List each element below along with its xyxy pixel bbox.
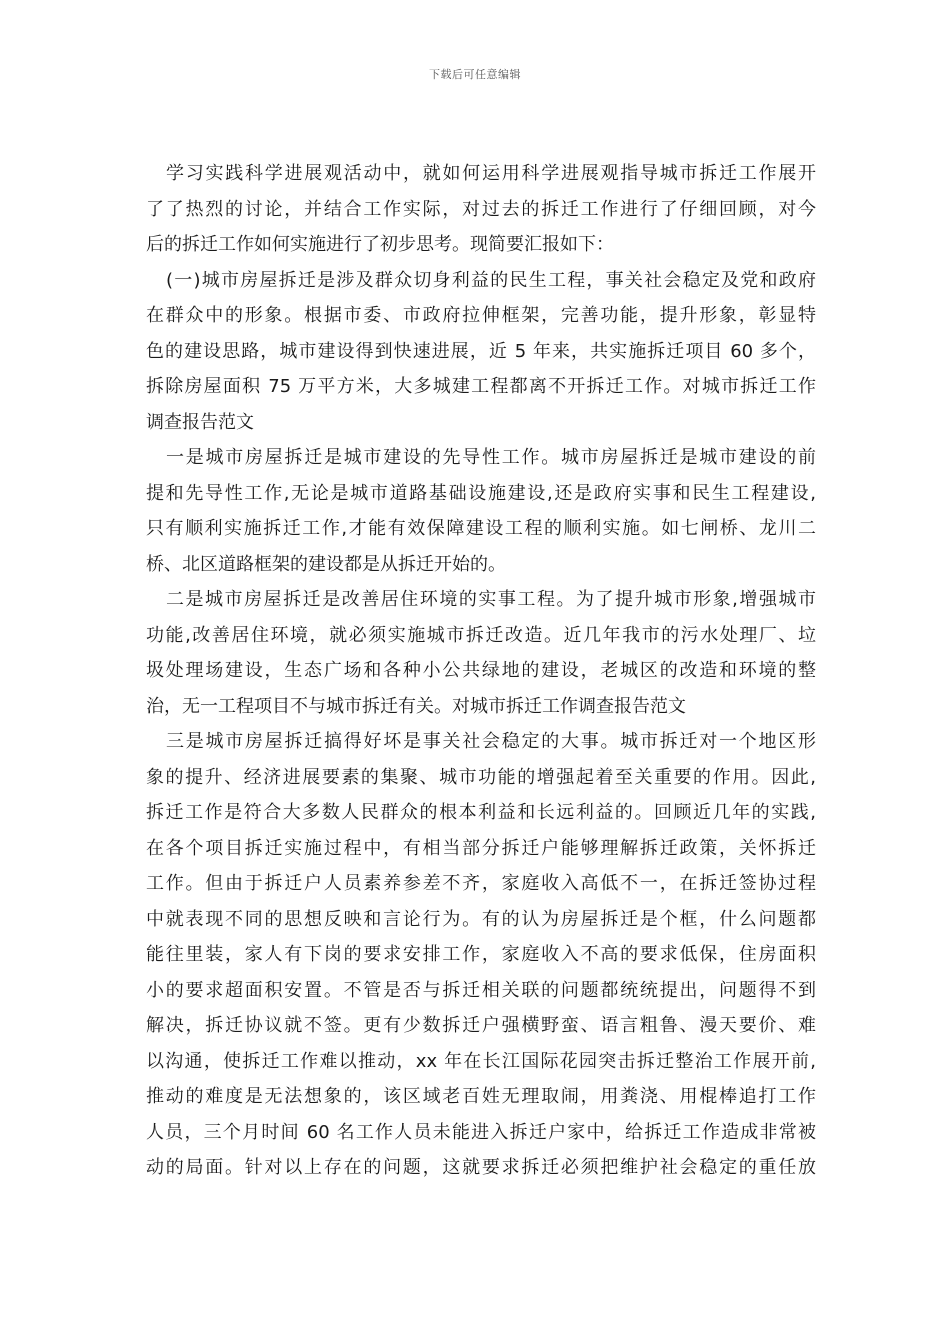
text-line: (一)城市房屋拆迁是涉及群众切身利益的民生工程，事关社会稳定及党和政府 (166, 269, 816, 291)
text-line: 学习实践科学进展观活动中，就如何运用科学进展观指导城市拆迁工作展开 (166, 163, 816, 184)
text-line: 提和先导性工作,无论是城市道路基础设施建设,还是政府实事和民生工程建设, (146, 482, 816, 504)
paragraph-point-3 (146, 724, 816, 1186)
text-line: 功能,改善居住环境，就必须实施城市拆迁改造。近几年我市的污水处理厂、垃 (146, 624, 816, 646)
text-line: 圾处理场建设，生态广场和各种小公共绿地的建设，老城区的改造和环境的整 (146, 660, 816, 681)
text-line: 小的要求超面积安置。不管是否与拆迁相关联的问题都统统提出，问题得不到 (146, 979, 816, 1001)
text-line: 中就表现不同的思想反映和言论行为。有的认为房屋拆迁是个框，什么问题都 (146, 908, 816, 930)
text-line: 解决，拆迁协议就不签。更有少数拆迁户强横野蛮、语言粗鲁、漫天要价、难 (146, 1015, 816, 1036)
text-line: 拆除房屋面积 75 万平方米，大多城建工程都离不开拆迁工作。对城市拆迁工作 (146, 376, 816, 397)
text-line: 治，无一工程项目不与城市拆迁有关。对城市拆迁工作调查报告范文 (146, 695, 686, 717)
text-line: 以沟通，使拆迁工作难以推动，xx 年在长江国际花园突击拆迁整治工作展开前, (146, 1050, 816, 1072)
paragraph-intro (146, 156, 816, 263)
text-line: 在群众中的形象。根据市委、市政府拉伸框架，完善功能，提升形象，彰显特 (146, 305, 816, 326)
text-line: 拆迁工作是符合大多数人民群众的根本利益和长远利益的。回顾近几年的实践, (146, 802, 816, 823)
text-line: 在各个项目拆迁实施过程中，有相当部分拆迁户能够理解拆迁政策，关怀拆迁 (146, 837, 816, 859)
paragraph-section-1 (146, 263, 816, 441)
paragraph-point-2 (146, 582, 816, 724)
text-line: 后的拆迁工作如何实施进行了初步思考。现简要汇报如下： (146, 234, 614, 255)
text-line: 只有顺利实施拆迁工作,才能有效保障建设工程的顺利实施。如七闸桥、龙川二 (146, 518, 816, 539)
text-line: 一是城市房屋拆迁是城市建设的先导性工作。城市房屋拆迁是城市建设的前 (166, 447, 816, 468)
document-body (146, 156, 816, 1186)
text-line: 了了热烈的讨论，并结合工作实际，对过去的拆迁工作进行了仔细回顾，对今 (146, 198, 816, 220)
text-line: 色的建设思路，城市建设得到快速进展，近 5 年来，共实施拆迁项目 60 多个， (146, 340, 816, 362)
paragraph-point-1 (146, 440, 816, 582)
text-line: 三是城市房屋拆迁搞得好坏是事关社会稳定的大事。城市拆迁对一个地区形 (166, 731, 816, 752)
text-line: 工作。但由于拆迁户人员素养参差不齐，家庭收入高低不一，在拆迁签协过程 (146, 873, 816, 894)
page-header: 下载后可任意编辑 (429, 68, 521, 81)
text-line: 象的提升、经济进展要素的集聚、城市功能的增强起着至关重要的作用。因此, (146, 766, 816, 788)
text-line: 推动的难度是无法想象的，该区域老百姓无理取闹，用粪浇、用棍棒追打工作 (146, 1086, 816, 1107)
text-line: 桥、北区道路框架的建设都是从拆迁开始的。 (146, 553, 506, 575)
text-line: 人员，三个月时间 60 名工作人员未能进入拆迁户家中，给拆迁工作造成非常被 (146, 1121, 816, 1143)
text-line: 二是城市房屋拆迁是改善居住环境的实事工程。为了提升城市形象,增强城市 (166, 589, 816, 610)
text-line: 调查报告范文 (146, 411, 254, 433)
text-line: 能往里装，家人有下岗的要求安排工作，家庭收入不高的要求低保，住房面积 (146, 944, 816, 965)
text-line: 动的局面。针对以上存在的问题，这就要求拆迁必须把维护社会稳定的重任放 (146, 1157, 816, 1178)
